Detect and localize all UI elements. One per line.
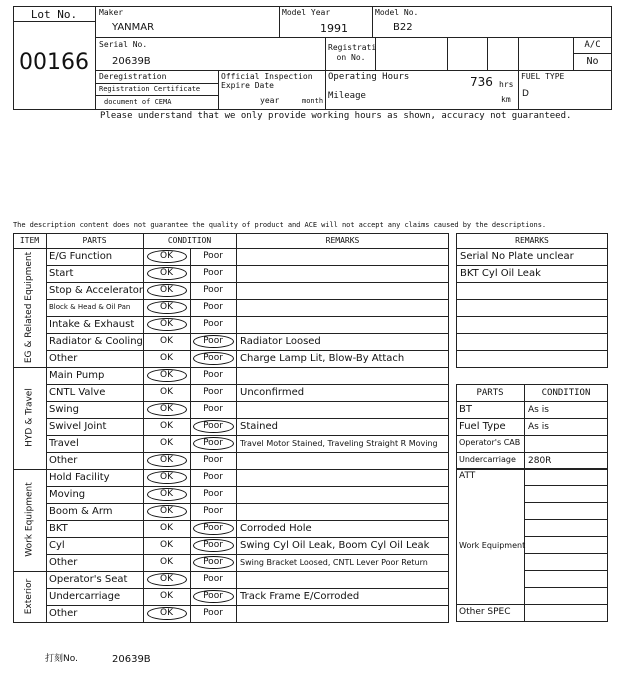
model-year-value: 1991 — [320, 22, 348, 35]
ok-selected-circle — [147, 318, 187, 331]
group-label: Exterior — [24, 578, 34, 614]
ok-option[interactable]: OK — [160, 353, 173, 363]
col-remarks-header: REMARKS — [325, 236, 360, 245]
poor-option[interactable]: Poor — [203, 421, 223, 431]
fuel-type-label: FUEL TYPE — [521, 72, 565, 81]
row-remark: Unconfirmed — [240, 387, 305, 398]
ok-selected-circle — [147, 454, 187, 467]
side-remarks-header: REMARKS — [515, 236, 549, 245]
lot-number: 00166 — [19, 50, 89, 75]
poor-option[interactable]: Poor — [203, 557, 223, 567]
hrs-label: hrs — [499, 80, 514, 89]
cema-label: document of CEMA — [104, 98, 172, 106]
lot-label: Lot No. — [30, 8, 78, 21]
row-part: Swing — [49, 404, 79, 415]
row-part: Undercarriage — [49, 591, 121, 602]
maker-label: Maker — [99, 8, 124, 17]
ok-selected-circle — [147, 301, 187, 314]
row-part: Moving — [49, 489, 86, 500]
poor-selected-circle — [193, 522, 234, 535]
row-part: Cyl — [49, 540, 65, 551]
side-part-condition: As is — [528, 405, 549, 415]
deregistration-label: Deregistration — [99, 72, 167, 81]
poor-selected-circle — [193, 352, 234, 365]
side-part-name: Fuel Type — [459, 421, 506, 432]
poor-selected-circle — [193, 539, 234, 552]
ac-value: No — [586, 56, 599, 67]
km-label: km — [501, 95, 511, 104]
serial-label: Serial No. — [99, 40, 148, 49]
row-part: Intake & Exhaust — [49, 319, 135, 330]
poor-selected-circle — [193, 437, 234, 450]
poor-option[interactable]: Poor — [203, 591, 223, 601]
side-parts-header: PARTS — [476, 388, 504, 398]
ok-selected-circle — [147, 250, 187, 263]
operating-hours-label: Operating Hours — [328, 72, 410, 82]
row-part: Travel — [49, 438, 79, 449]
other-spec-label: Other SPEC — [459, 607, 511, 617]
row-part: Main Pump — [49, 370, 105, 381]
ok-option[interactable]: OK — [160, 574, 173, 584]
row-part: Other — [49, 557, 78, 568]
poor-option[interactable]: Poor — [203, 285, 223, 295]
side-part-condition: As is — [528, 422, 549, 432]
group-label: Work Equipment — [24, 482, 34, 557]
ok-option[interactable]: OK — [160, 472, 173, 482]
poor-option[interactable]: Poor — [203, 574, 223, 584]
ok-selected-circle — [147, 267, 187, 280]
ok-selected-circle — [147, 488, 187, 501]
stamp-label: 打刻No. — [45, 654, 78, 664]
row-part: Boom & Arm — [49, 506, 113, 517]
ok-option[interactable]: OK — [160, 370, 173, 380]
row-part: Hold Facility — [49, 472, 110, 483]
ok-selected-circle — [147, 573, 187, 586]
row-remark: Charge Lamp Lit, Blow-By Attach — [240, 353, 405, 364]
poor-selected-circle — [193, 420, 234, 433]
operating-hours-value: 736 — [470, 75, 493, 89]
att-label: ATT — [459, 471, 476, 481]
ok-option[interactable]: OK — [160, 285, 173, 295]
model-no-label: Model No. — [375, 8, 419, 17]
serial-value: 20639B — [112, 56, 151, 67]
stamp-number: 20639B — [112, 654, 151, 665]
row-part: E/G Function — [49, 251, 113, 262]
month-label: month — [302, 97, 324, 105]
col-parts-header: PARTS — [82, 236, 107, 245]
ok-option[interactable]: OK — [160, 591, 173, 601]
row-remark: Swing Cyl Oil Leak, Boom Cyl Oil Leak — [240, 540, 430, 551]
poor-option[interactable]: Poor — [203, 302, 223, 312]
ok-selected-circle — [147, 369, 187, 382]
row-part: Start — [49, 268, 74, 279]
row-part: CNTL Valve — [49, 387, 106, 398]
poor-option[interactable]: Poor — [203, 251, 223, 261]
group-label: HYD & Travel — [24, 388, 34, 447]
row-part: Block & Head & Oil Pan — [49, 303, 131, 311]
ok-option[interactable]: OK — [160, 387, 173, 397]
ok-option[interactable]: OK — [160, 302, 173, 312]
side-condition-header: CONDITION — [541, 388, 591, 398]
ok-selected-circle — [147, 607, 187, 620]
ok-option[interactable]: OK — [160, 506, 173, 516]
row-part: BKT — [49, 523, 68, 534]
maker-value: YANMAR — [112, 22, 155, 33]
side-part-name: BT — [459, 404, 472, 415]
ok-selected-circle — [147, 505, 187, 518]
poor-option[interactable]: Poor — [203, 472, 223, 482]
row-remark: Swing Bracket Loosed, CNTL Lever Poor Return — [240, 558, 428, 567]
poor-option[interactable]: Poor — [203, 353, 223, 363]
poor-option[interactable]: Poor — [203, 523, 223, 533]
ok-option[interactable]: OK — [160, 608, 173, 618]
ok-option[interactable]: OK — [160, 404, 173, 414]
ok-option[interactable]: OK — [160, 523, 173, 533]
poor-selected-circle — [193, 590, 234, 603]
row-part: Other — [49, 353, 78, 364]
mileage-label: Mileage — [328, 91, 366, 101]
side-remark-line: Serial No Plate unclear — [460, 251, 574, 262]
row-remark: Radiator Loosed — [240, 336, 321, 347]
col-condition-header: CONDITION — [167, 236, 212, 245]
poor-option[interactable]: Poor — [203, 489, 223, 499]
poor-option[interactable]: Poor — [203, 608, 223, 618]
ok-option[interactable]: OK — [160, 557, 173, 567]
ok-option[interactable]: OK — [160, 268, 173, 278]
row-remark: Travel Motor Stained, Traveling Straight R Moving — [240, 439, 438, 448]
side-remark-line: BKT Cyl Oil Leak — [460, 268, 541, 279]
poor-option[interactable]: Poor — [203, 455, 223, 465]
ok-option[interactable]: OK — [160, 540, 173, 550]
model-no-value: B22 — [393, 22, 413, 33]
poor-option[interactable]: Poor — [203, 438, 223, 448]
ok-option[interactable]: OK — [160, 421, 173, 431]
ok-option[interactable]: OK — [160, 455, 173, 465]
ok-option[interactable]: OK — [160, 336, 173, 346]
inspection-label: Official Inspection Expire Date — [221, 72, 313, 90]
poor-option[interactable]: Poor — [203, 370, 223, 380]
ok-option[interactable]: OK — [160, 489, 173, 499]
row-part: Other — [49, 608, 78, 619]
ok-option[interactable]: OK — [160, 319, 173, 329]
row-part: Radiator & Cooling — [49, 336, 143, 347]
year-label: year — [260, 96, 280, 105]
poor-selected-circle — [193, 335, 234, 348]
poor-selected-circle — [193, 556, 234, 569]
disclaimer: The description content does not guarantee the quality of product and ACE will not accept any claims caused by the descriptions. — [13, 221, 547, 229]
poor-option[interactable]: Poor — [203, 319, 223, 329]
row-part: Stop & Accelerator — [49, 285, 144, 296]
reg-cert-label: Registration Certificate — [99, 85, 201, 93]
ac-label: A/C — [584, 40, 601, 50]
fuel-type-value: D — [522, 89, 529, 99]
row-part: Other — [49, 455, 78, 466]
row-remark: Corroded Hole — [240, 523, 312, 534]
poor-option[interactable]: Poor — [203, 404, 223, 414]
hours-note: Please understand that we only provide working hours as shown, accuracy not guaranteed. — [100, 111, 572, 121]
col-item-header: ITEM — [19, 236, 40, 245]
poor-option[interactable]: Poor — [203, 506, 223, 516]
side-part-name: Undercarriage — [459, 455, 516, 464]
ok-option[interactable]: OK — [160, 251, 173, 261]
row-part: Operator's Seat — [49, 574, 128, 585]
row-remark: Track Frame E/Corroded — [240, 591, 360, 602]
ok-selected-circle — [147, 284, 187, 297]
poor-option[interactable]: Poor — [203, 268, 223, 278]
work-equipment-label: Work Equipment — [459, 541, 526, 550]
model-year-label: Model Year — [282, 8, 331, 17]
group-label: EG & Related Equipment — [24, 251, 34, 363]
poor-option[interactable]: Poor — [203, 336, 223, 346]
ok-selected-circle — [147, 403, 187, 416]
side-part-name: Operator's CAB — [459, 438, 521, 447]
row-remark: Stained — [240, 421, 279, 432]
row-part: Swivel Joint — [49, 421, 107, 432]
registration-label: Registrati on No. — [328, 43, 377, 62]
poor-option[interactable]: Poor — [203, 387, 223, 397]
poor-option[interactable]: Poor — [203, 540, 223, 550]
side-part-condition: 280R — [528, 456, 552, 466]
ok-option[interactable]: OK — [160, 438, 173, 448]
ok-selected-circle — [147, 471, 187, 484]
